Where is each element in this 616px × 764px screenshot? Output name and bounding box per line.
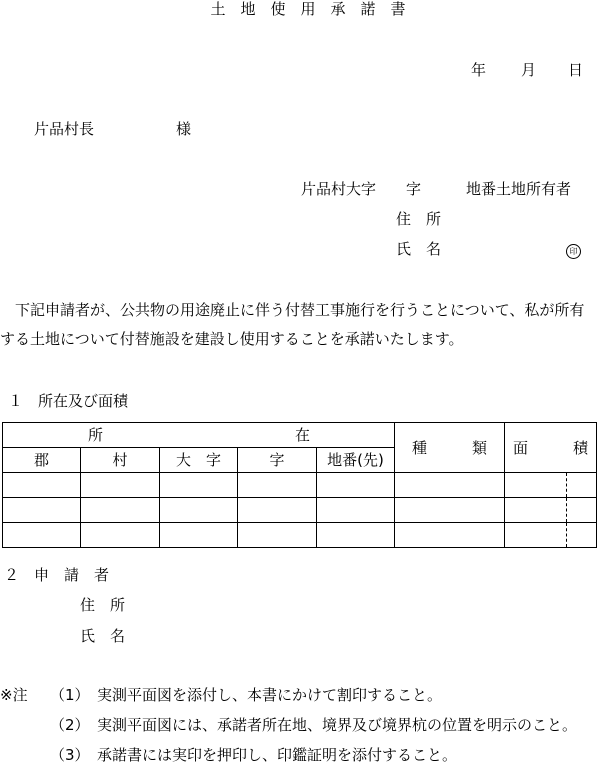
column-header: 村 bbox=[81, 448, 160, 473]
table-cell bbox=[3, 473, 81, 498]
document-title: 土 地 使 用 承 諾 書 bbox=[210, 0, 406, 18]
date-year: 年 bbox=[471, 61, 487, 79]
table-cell bbox=[81, 523, 160, 548]
table-cell-area bbox=[505, 523, 597, 548]
header-location-left: 所 bbox=[88, 426, 104, 444]
table-cell bbox=[3, 498, 81, 523]
column-header: 郡 bbox=[3, 448, 81, 473]
table-row bbox=[3, 498, 597, 523]
table-cell bbox=[395, 498, 505, 523]
applicant-name-label: 氏 名 bbox=[80, 627, 126, 645]
table-cell bbox=[317, 523, 395, 548]
column-header: 大 字 bbox=[160, 448, 238, 473]
note-item: （3） 承諾書には実印を押印し、印鑑証明を添付すること。 bbox=[50, 746, 458, 764]
date-month: 月 bbox=[521, 61, 537, 79]
table-cell bbox=[238, 473, 317, 498]
table-cell-area bbox=[505, 473, 597, 498]
owner-address-label: 住 所 bbox=[396, 210, 442, 228]
owner-location: 片品村大字 字 地番土地所有者 bbox=[301, 180, 572, 198]
table-cell bbox=[238, 523, 317, 548]
note-item: （1） 実測平面図を添付し、本書にかけて割印すること。 bbox=[50, 686, 443, 704]
owner-name-label: 氏 名 bbox=[396, 240, 442, 258]
table-cell bbox=[160, 473, 238, 498]
notes-prefix: ※注 bbox=[0, 686, 28, 704]
date-day: 日 bbox=[568, 61, 584, 79]
table-cell bbox=[81, 498, 160, 523]
applicant-address-label: 住 所 bbox=[80, 596, 126, 614]
table-cell bbox=[238, 498, 317, 523]
section2-heading: ２ 申 請 者 bbox=[4, 566, 110, 584]
body-line-2: する土地について付替施設を建設し使用することを承諾いたします。 bbox=[0, 330, 464, 348]
note-item: （2） 実測平面図には、承諾者所在地、境界及び境界杭の位置を明示のこと。 bbox=[50, 716, 578, 734]
addressee-honorific: 様 bbox=[176, 120, 192, 138]
addressee-name: 片品村長 bbox=[34, 120, 95, 138]
table-cell bbox=[317, 473, 395, 498]
table-cell bbox=[317, 498, 395, 523]
table-cell bbox=[160, 523, 238, 548]
table-cell bbox=[395, 523, 505, 548]
header-type: 種 類 bbox=[395, 423, 505, 473]
header-location-right: 在 bbox=[295, 426, 311, 444]
table-cell bbox=[395, 473, 505, 498]
column-header: 地番(先) bbox=[317, 448, 395, 473]
location-area-table bbox=[2, 422, 597, 548]
column-header: 字 bbox=[238, 448, 317, 473]
header-area: 面 積 bbox=[505, 423, 597, 473]
header-location bbox=[3, 423, 395, 448]
seal-icon: 印 bbox=[566, 244, 581, 259]
table-row bbox=[3, 473, 597, 498]
table-cell bbox=[81, 473, 160, 498]
table-cell bbox=[3, 523, 81, 548]
table-cell-area bbox=[505, 498, 597, 523]
body-line-1: 下記申請者が、公共物の用途廃止に伴う付替工事施行を行うことについて、私が所有 bbox=[0, 301, 585, 319]
table-row bbox=[3, 523, 597, 548]
seal-mark bbox=[566, 240, 581, 259]
section1-heading: １ 所在及び面積 bbox=[8, 392, 129, 410]
table-cell bbox=[160, 498, 238, 523]
